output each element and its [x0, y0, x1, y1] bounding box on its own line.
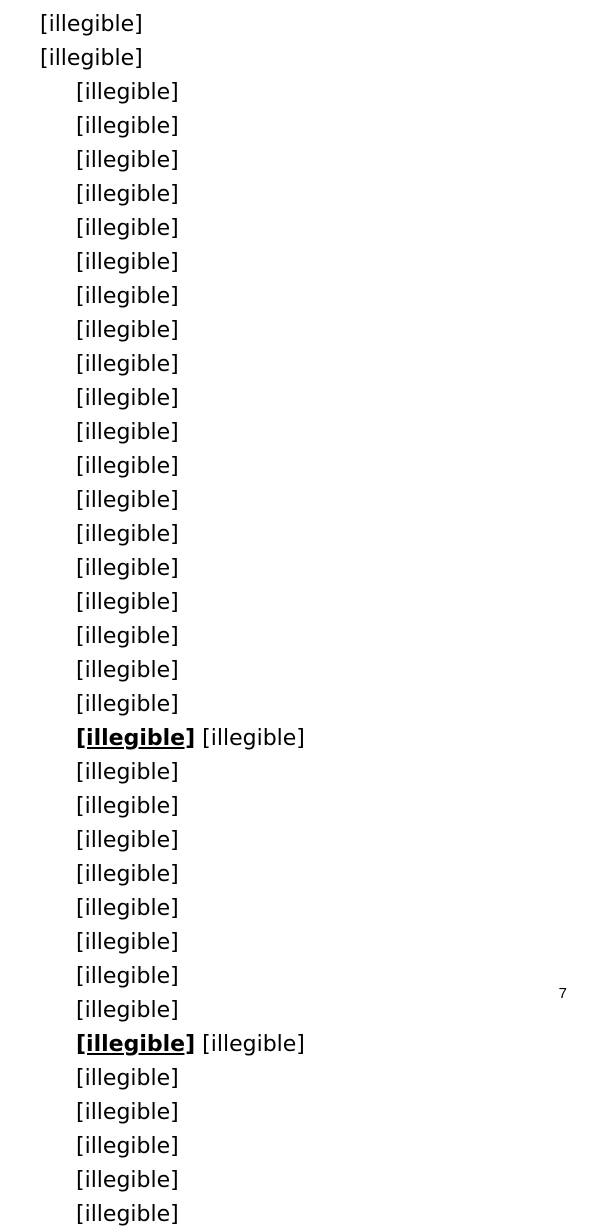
- text-line: [illegible]: [202, 1032, 305, 1057]
- section-heading: [illegible]: [76, 726, 196, 751]
- heading-line: [40, 1028, 568, 1062]
- document-body: [40, 8, 568, 1232]
- paragraph-1: [40, 8, 568, 76]
- text-line: [illegible]: [76, 1134, 179, 1159]
- text-line: [illegible]: [76, 318, 179, 343]
- text-line: [illegible]: [76, 284, 179, 309]
- paragraph-5: [40, 1028, 568, 1164]
- text-line: [illegible]: [76, 930, 179, 955]
- text-line: [illegible]: [76, 1066, 179, 1091]
- text-line: [illegible]: [76, 624, 179, 649]
- text-line: [illegible]: [76, 80, 179, 105]
- text-line: [illegible]: [76, 1168, 179, 1193]
- text-line: [illegible]: [76, 420, 179, 445]
- text-line: [illegible]: [202, 726, 305, 751]
- text-line: [illegible]: [76, 216, 179, 241]
- text-line: [illegible]: [76, 488, 179, 513]
- text-line: [illegible]: [76, 1202, 179, 1227]
- paragraph-2: [40, 76, 568, 416]
- page-number: 7: [558, 985, 567, 1002]
- text-line: [illegible]: [76, 760, 179, 785]
- text-line: [illegible]: [76, 114, 179, 139]
- text-line: [illegible]: [76, 454, 179, 479]
- heading-line: [40, 722, 568, 756]
- text-line: [illegible]: [76, 352, 179, 377]
- text-line: [illegible]: [76, 658, 179, 683]
- text-line: [illegible]: [76, 522, 179, 547]
- text-line: [illegible]: [76, 386, 179, 411]
- text-line: [illegible]: [76, 250, 179, 275]
- text-line: [illegible]: [76, 1100, 179, 1125]
- text-line: [illegible]: [76, 828, 179, 853]
- text-line: [illegible]: [76, 590, 179, 615]
- text-line: [illegible]: [76, 148, 179, 173]
- text-line: [illegible]: [76, 692, 179, 717]
- text-line: [illegible]: [40, 12, 143, 37]
- section-heading: [illegible]: [76, 1032, 196, 1057]
- text-line: [illegible]: [76, 998, 179, 1023]
- paragraph-4: [40, 722, 568, 1028]
- text-line: [illegible]: [76, 556, 179, 581]
- text-line: [illegible]: [76, 964, 179, 989]
- paragraph-6: [40, 1164, 568, 1232]
- text-line: [illegible]: [76, 896, 179, 921]
- text-line: [illegible]: [76, 862, 179, 887]
- paragraph-3: [40, 416, 568, 722]
- text-line: [illegible]: [76, 182, 179, 207]
- text-line: [illegible]: [76, 794, 179, 819]
- text-line: [illegible]: [40, 46, 143, 71]
